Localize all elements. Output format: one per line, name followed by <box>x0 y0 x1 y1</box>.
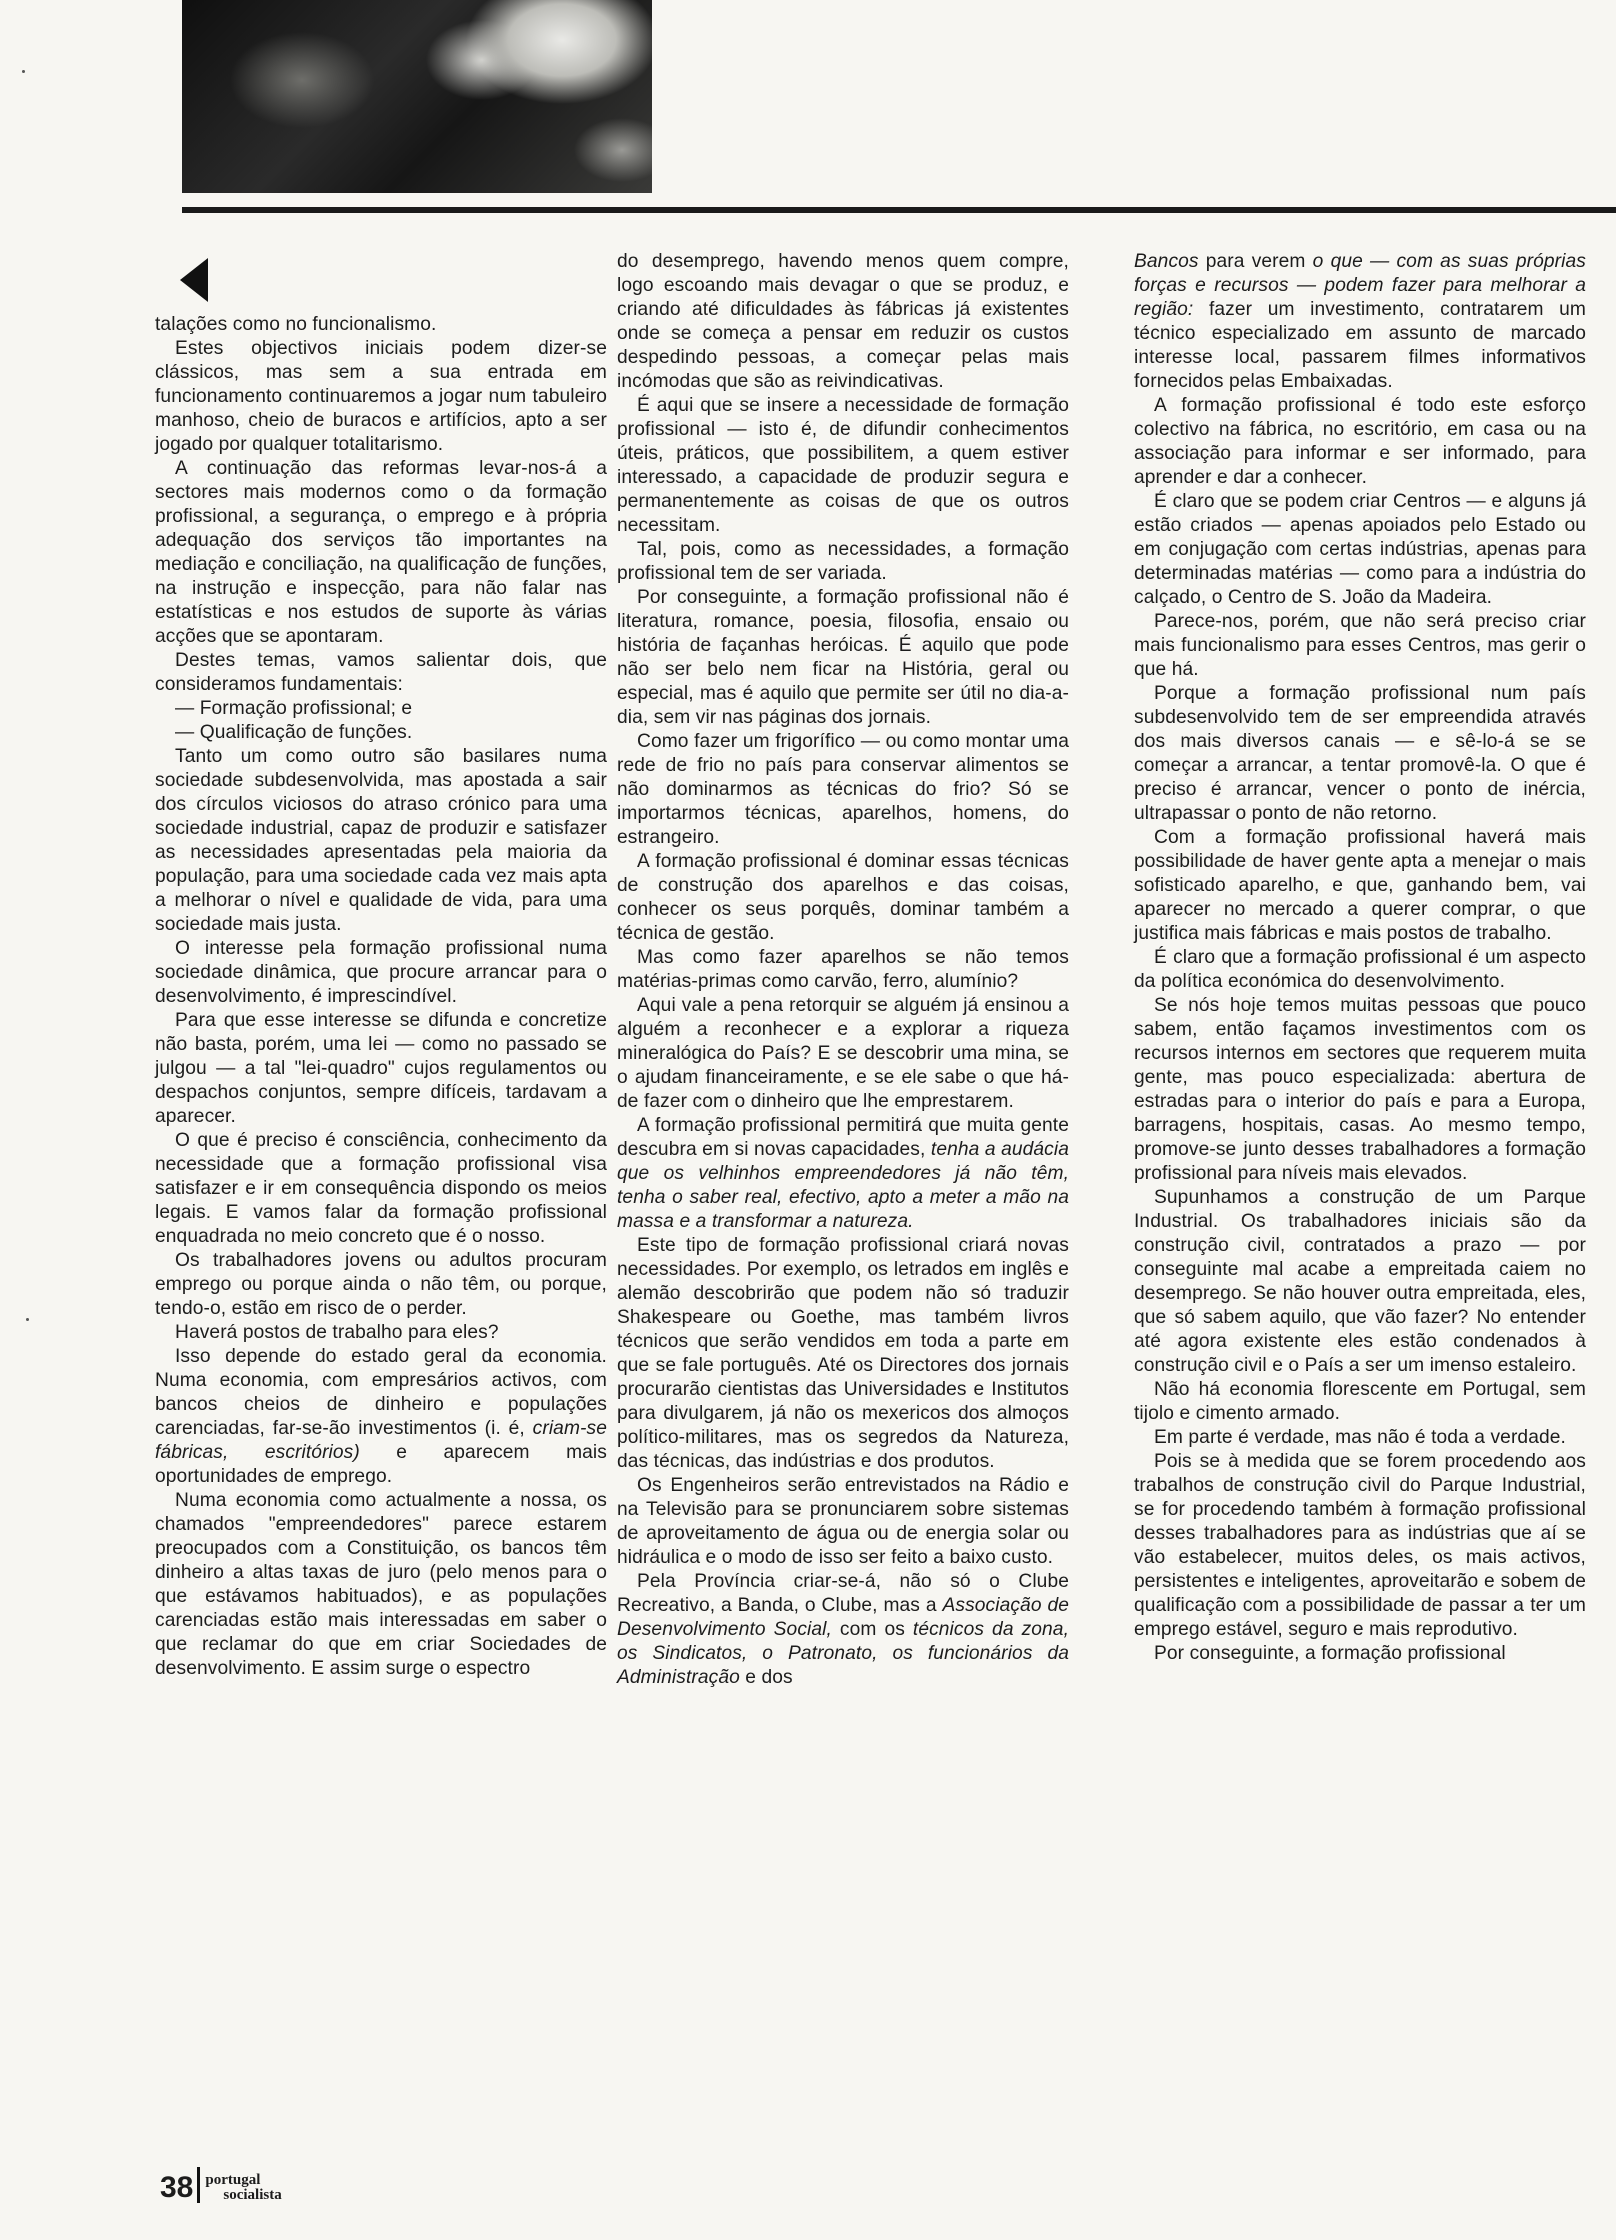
publication-masthead <box>205 2173 281 2203</box>
paragraph <box>155 649 607 697</box>
paragraph <box>155 1129 607 1249</box>
paragraph <box>155 745 607 937</box>
paragraph <box>1134 1450 1586 1642</box>
paragraph <box>617 1114 1069 1234</box>
paragraph <box>1134 1642 1586 1666</box>
paragraph <box>1134 250 1586 394</box>
paragraph-text: Pela Província criar-se-á, não só o Clube Recreativo, a Banda, o Clube, mas a <box>617 1571 1069 1616</box>
paragraph <box>155 313 607 337</box>
paragraph <box>155 1249 607 1321</box>
italic-text: técnicos da zona, os Sindicatos, o Patronato, os funcionários da Administração <box>617 1619 1070 1688</box>
paragraph <box>617 730 1069 850</box>
paragraph-text: — Qualificação de funções. <box>175 722 413 743</box>
paragraph <box>617 538 1069 586</box>
paragraph-text: Os trabalhadores jovens ou adultos procuram emprego ou porque ainda o não têm, ou porque, tendo-o, estão em risco de o perder. <box>155 1250 607 1319</box>
paragraph-text: — Formação profissional; e <box>175 698 413 719</box>
paragraph-text: Não há economia florescente em Portugal, sem tijolo e cimento armado. <box>1134 1379 1586 1424</box>
paragraph-text: para verem <box>1198 251 1313 272</box>
italic-text: criam-se fábricas, escritórios) <box>155 1418 607 1463</box>
paragraph <box>1134 994 1586 1186</box>
italic-text: tenha a audácia que os velhinhos empreendedores já não têm, tenha o saber real, efectivo, apto a meter a mão na massa e a transformar a natureza. <box>617 1139 1069 1232</box>
paragraph-text: Destes temas, vamos salientar dois, que consideramos fundamentais: <box>155 650 607 695</box>
paragraph-text: Pois se à medida que se forem procedendo aos trabalhos de construção civil do Parque Industrial, se for procedendo também à formação profissional desses trabalhadores para as indústrias que aí se vão estabelecer, muitos deles, os mais activos, persistentes e inteligentes, aproveitarão e sobem de qualificação com a possibilidade de passar a ter um emprego estável, seguro e mais reprodutivo. <box>1134 1451 1586 1640</box>
header-rule <box>182 207 1616 213</box>
paragraph-text: Supunhamos a construção de um Parque Industrial. Os trabalhadores iniciais são da construção civil, contratados a prazo — por conseguinte mal acabe a empreitada caiem no desemprego. Se não houver outra empreitada, eles, que só sabem aquilo, que vão fazer? No entender até agora existente eles estão condenados à construção civil e o País a ser um imenso estaleiro. <box>1134 1187 1586 1376</box>
paragraph-text: A formação profissional é todo este esforço colectivo na fábrica, no escritório, em casa ou na associação para informar e ser informado, para aprender e dar a conhecer. <box>1134 395 1586 488</box>
paragraph <box>1134 1186 1586 1378</box>
paragraph-text: Porque a formação profissional num país subdesenvolvido tem de ser empreendida através dos mais diversos canais — e sê-lo-á se se começar a arrancar, a tentar promovê-la. O que é preciso é arrancar, vencer o ponto de inércia, ultrapassar o ponto de não retorno. <box>1134 683 1586 824</box>
paragraph-text: Numa economia como actualmente a nossa, os chamados "empreendedores" parece estarem preocupados com a Constituição, os bancos têm dinheiro a altas taxas de juro (pelo menos para o que estávamos habituados), e as populações carenciadas estão mais interessadas em saber o que reclamar do que em criar Sociedades de desenvolvimento. E assim surge o espectro <box>155 1490 607 1679</box>
paragraph <box>155 1321 607 1345</box>
article-column-3 <box>1134 250 1586 1666</box>
italic-text: o que — com as suas próprias forças e recursos — podem fazer para melhorar a região: <box>1134 251 1586 320</box>
paragraph <box>155 337 607 457</box>
paragraph-text: Por conseguinte, a formação profissional <box>1154 1643 1506 1664</box>
paragraph <box>617 946 1069 994</box>
paragraph-text: Isso depende do estado geral da economia. Numa economia, com empresários activos, com bancos cheios de dinheiro e populações carenciadas, far-se-ão investimentos (i. é, <box>155 1346 607 1439</box>
paragraph-text: A formação profissional permitirá que muita gente descubra em si novas capacidades, <box>617 1115 1069 1160</box>
paragraph-text: talações como no funcionalismo. <box>155 314 437 335</box>
article-column-2 <box>617 250 1069 1690</box>
paragraph <box>155 1009 607 1129</box>
italic-text: Bancos <box>1134 251 1199 272</box>
paragraph <box>617 250 1069 394</box>
paragraph-text: Com a formação profissional haverá mais possibilidade de haver gente apta a menejar o mais sofisticado aparelho, e que, ganhando bem, vai aparecer no mercado a querer comprar, o que justifica mais fábricas e mais postos de trabalho. <box>1134 827 1586 944</box>
paragraph <box>1134 946 1586 994</box>
paragraph <box>617 586 1069 730</box>
paragraph <box>617 994 1069 1114</box>
paragraph <box>1134 1378 1586 1426</box>
italic-text: Associação de Desenvolvimento Social, <box>617 1595 1070 1640</box>
paragraph-text: do desemprego, havendo menos quem compre, logo escoando mais devagar o que se produz, e criando até dificuldades às fábricas já existentes onde se começa a pensar em reduzir os custos despedindo pessoas, a começar pelas mais incómodas que são as reivindicativas. <box>617 251 1069 392</box>
paragraph-text: e aparecem mais oportunidades de emprego. <box>155 1442 607 1487</box>
paragraph <box>155 1345 607 1489</box>
paragraph-text: Estes objectivos iniciais podem dizer-se clássicos, mas sem a sua entrada em funcionamento continuaremos a jogar num tabuleiro manhoso, cheio de buracos e artifícios, apto a ser jogado por qualquer totalitarismo. <box>155 338 607 455</box>
paragraph-text: O que é preciso é consciência, conhecimento da necessidade que a formação profissional visa satisfazer e ir em consequência dispondo os meios legais. E vamos falar da formação profissional enquadrada no meio concreto que é o nosso. <box>155 1130 607 1247</box>
paragraph <box>617 394 1069 538</box>
paragraph-text: fazer um investimento, contratarem um técnico especializado em assunto de marcado interesse local, passarem filmes informativos fornecidos pelas Embaixadas. <box>1134 299 1586 392</box>
footer-divider <box>197 2167 200 2203</box>
masthead-line-2: socialista <box>223 2187 282 2203</box>
scan-speck <box>26 1318 29 1321</box>
paragraph-text: Haverá postos de trabalho para eles? <box>175 1322 499 1343</box>
page-footer <box>160 2161 282 2203</box>
paragraph-text: O interesse pela formação profissional numa sociedade dinâmica, que procure arrancar para o desenvolvimento, é imprescindível. <box>155 938 607 1007</box>
masthead-line-1: portugal <box>205 2172 261 2188</box>
paragraph-text: Parece-nos, porém, que não será preciso criar mais funcionalismo para esses Centros, mas gerir o que há. <box>1134 611 1586 680</box>
paragraph-text: Se nós hoje temos muitas pessoas que pouco sabem, então façamos investimentos com os recursos internos em sectores que requerem muita gente, mas pouco especializada: abertura de estradas para o interior do país e para a Europa, barragens, hospitais, casas. Ao mesmo tempo, promove-se junto desses trabalhadores a formação profissional para níveis mais elevados. <box>1134 995 1586 1184</box>
paragraph-text: Em parte é verdade, mas não é toda a verdade. <box>1154 1427 1566 1448</box>
paragraph-text: É claro que a formação profissional é um aspecto da política económica do desenvolvimento. <box>1134 947 1586 992</box>
paragraph <box>617 1234 1069 1474</box>
paragraph <box>617 850 1069 946</box>
paragraph <box>1134 1426 1586 1450</box>
paragraph-text: É aqui que se insere a necessidade de formação profissional — isto é, de difundir conhecimentos úteis, práticos, que possibilitem, a quem estiver interessado, a capacidade de produzir segura e permanentemente as coisas de que os outros necessitam. <box>617 395 1069 536</box>
paragraph-text: A continuação das reformas levar-nos-á a sectores mais modernos como o da formação profissional, a segurança, o emprego e à própria adequação dos serviços tão importantes na mediação e conciliação, na qualificação de funções, na instrução e inspecção, para não falar nas estatísticas e nos estudos de suporte às várias acções que se apontaram. <box>155 458 607 647</box>
paragraph-text: Tanto um como outro são basilares numa sociedade subdesenvolvida, mas apostada a sair dos círculos viciosos do atraso crónico para uma sociedade industrial, capaz de produzir e satisfazer as necessidades apresentadas pela maioria da população, para uma sociedade cada vez mais apta a melhorar o nível e qualidade de vida, para uma sociedade mais justa. <box>155 746 607 935</box>
article-column-1 <box>155 313 607 1681</box>
paragraph <box>1134 490 1586 610</box>
paragraph-text: Tal, pois, como as necessidades, a formação profissional tem de ser variada. <box>617 539 1069 584</box>
paragraph-text: Os Engenheiros serão entrevistados na Rádio e na Televisão para se pronunciarem sobre sistemas de aproveitamento de água ou de energia solar ou hidráulica e o modo de isso ser feito a baixo custo. <box>617 1475 1069 1568</box>
header-photo <box>182 0 652 193</box>
paragraph-text: com os <box>831 1619 913 1640</box>
paragraph <box>155 1489 607 1681</box>
paragraph <box>1134 610 1586 682</box>
paragraph-text: Por conseguinte, a formação profissional não é literatura, romance, poesia, filosofia, ensaio ou história de façanhas heróicas. É aquilo que pode não ser belo nem ficar na História, geral ou especial, mas é aquilo que permite ser útil no dia-a-dia, sem vir nas páginas dos jornais. <box>617 587 1069 728</box>
paragraph <box>1134 826 1586 946</box>
paragraph-text: Como fazer um frigorífico — ou como montar uma rede de frio no país para conservar alimentos se não dominarmos as técnicas do frio? Só se importarmos técnicas, aparelhos, homens, do estrangeiro. <box>617 731 1069 848</box>
paragraph-text: Aqui vale a pena retorquir se alguém já ensinou a alguém a reconhecer e a explorar a riqueza mineralógica do País? E se descobrir uma mina, se o ajudam financeiramente, e se ele sabe o que há-de fazer com o dinheiro que lhe emprestarem. <box>617 995 1069 1112</box>
paragraph <box>1134 394 1586 490</box>
scan-speck <box>22 70 25 73</box>
paragraph <box>155 937 607 1009</box>
paragraph-text: A formação profissional é dominar essas técnicas de construção dos aparelhos e das coisas, conhecer os seus porquês, dominar também a técnica de gestão. <box>617 851 1069 944</box>
paragraph <box>155 697 607 721</box>
paragraph <box>617 1474 1069 1570</box>
paragraph <box>1134 682 1586 826</box>
page-number: 38 <box>160 2171 194 2204</box>
paragraph-text: Mas como fazer aparelhos se não temos matérias-primas como carvão, ferro, alumínio? <box>617 947 1069 992</box>
paragraph <box>617 1570 1069 1690</box>
paragraph <box>155 721 607 745</box>
paragraph <box>155 457 607 649</box>
continuation-arrow-icon <box>180 258 208 302</box>
paragraph-text: e dos <box>739 1667 793 1688</box>
paragraph-text: Para que esse interesse se difunda e concretize não basta, porém, uma lei — como no passado se julgou — a tal "lei-quadro" cujos regulamentos ou despachos conjuntos, sempre difíceis, tardavam a aparecer. <box>155 1010 607 1127</box>
paragraph-text: Este tipo de formação profissional criará novas necessidades. Por exemplo, os letrados em inglês e alemão descobrirão que podem não só traduzir Shakespeare ou Goethe, mas também livros técnicos que serão vendidos em toda a parte em que se fale português. Até os Directores dos jornais procurarão cientistas das Universidades e Institutos para divulgarem, já não os mexericos dos almoços político-militares, mas os segredos da Natureza, das técnicas, das indústrias e dos produtos. <box>617 1235 1069 1472</box>
paragraph-text: É claro que se podem criar Centros — e alguns já estão criados — apenas apoiados pelo Estado ou em conjugação com certas indústrias, apenas para determinadas matérias — como para a indústria do calçado, o Centro de S. João da Madeira. <box>1134 491 1586 608</box>
